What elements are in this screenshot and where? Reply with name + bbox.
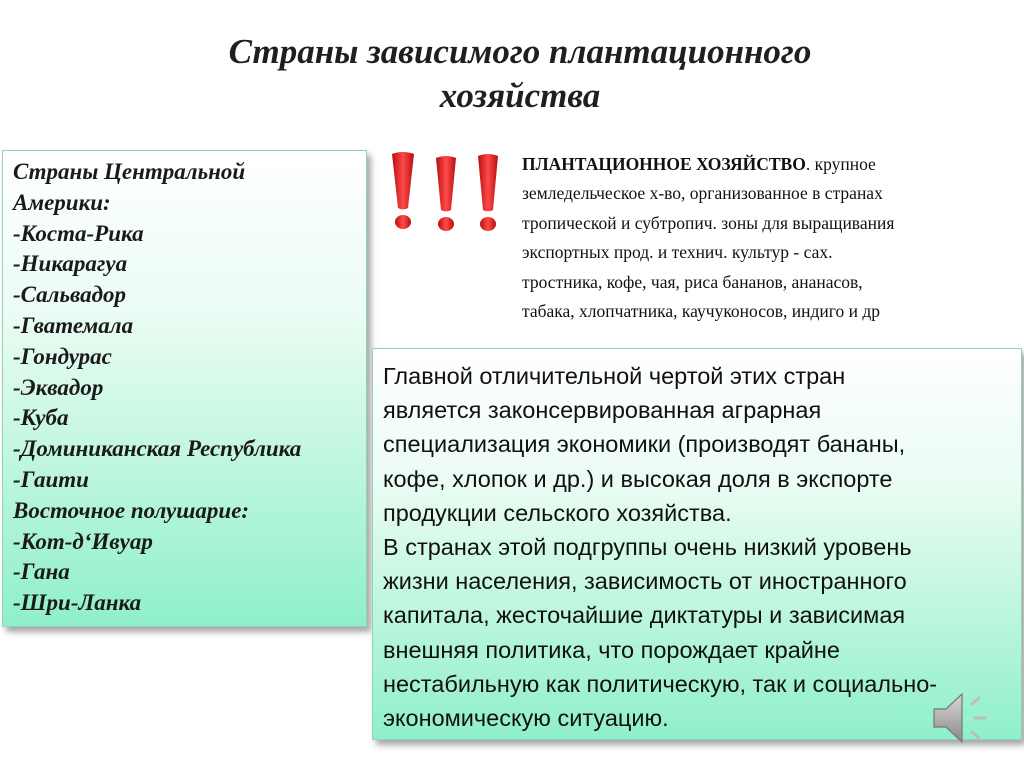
countries-line: Страны Центральной xyxy=(13,159,246,184)
countries-line: -Коста-Рика xyxy=(13,220,144,246)
characteristics-line: продукции сельского хозяйства. xyxy=(383,499,732,526)
countries-line: -Гондурас xyxy=(13,343,112,369)
definition-text xyxy=(522,150,1022,326)
characteristics-line: нестабильную как политическую, так и социально- xyxy=(383,670,938,697)
countries-line: -Никарагуа xyxy=(13,251,128,277)
countries-line: -Доминиканская Республика xyxy=(13,436,302,462)
countries-line: -Кот-д‘Ивуар xyxy=(13,528,153,554)
characteristics-line: кофе, хлопок и др.) и высокая доля в экспорте xyxy=(383,465,893,492)
title-line-2: хозяйства xyxy=(439,76,601,115)
definition-first-line-rest: . крупное xyxy=(805,154,876,174)
definition-line: табака, хлопчатника, каучуконосов, индиго и др xyxy=(522,301,881,322)
exclamation-marks-icon xyxy=(384,148,504,238)
characteristics-line: В странах этой подгруппы очень низкий уровень xyxy=(383,534,912,561)
countries-line: -Сальвадор xyxy=(13,282,127,308)
characteristics-line: является законсервированная аграрная xyxy=(383,397,822,424)
definition-line: тростника, кофе, чая, риса бананов, ананасов, xyxy=(522,271,863,292)
definition-term: ПЛАНТАЦИОННОЕ ХОЗЯЙСТВО xyxy=(522,154,806,174)
characteristics-box xyxy=(372,348,1022,740)
countries-line: -Гана xyxy=(13,559,70,585)
definition-first-line xyxy=(522,150,1022,179)
definition-line: тропической и субтропич. зоны для выращивания xyxy=(522,212,895,233)
title-line-1: Страны зависимого плантационного xyxy=(228,32,812,71)
characteristics-line: экономическую ситуацию. xyxy=(383,705,669,732)
countries-line: -Гаити xyxy=(13,466,89,492)
speaker-icon[interactable] xyxy=(928,682,1000,754)
definition-line: земледельческое х-во, организованное в странах xyxy=(522,183,883,204)
countries-line: Америки: xyxy=(13,189,111,215)
definition-line: экспортных прод. и технич. культур - сах. xyxy=(522,242,833,263)
countries-line: -Эквадор xyxy=(13,374,104,400)
slide-title xyxy=(150,30,890,118)
countries-line: -Куба xyxy=(13,405,69,431)
countries-line: -Шри-Ланка xyxy=(13,590,142,616)
characteristics-line: внешняя политика, что порождает крайне xyxy=(383,636,840,663)
characteristics-line: капитала, жесточайшие диктатуры и зависимая xyxy=(383,602,906,629)
characteristics-line: специализация экономики (производят бананы, xyxy=(383,431,906,458)
countries-line: -Гватемала xyxy=(13,312,134,338)
countries-list-box xyxy=(2,150,367,627)
countries-line: Восточное полушарие: xyxy=(13,497,250,523)
characteristics-line: Главной отличительной чертой этих стран xyxy=(383,363,846,389)
characteristics-line: жизни населения, зависимость от иностранного xyxy=(383,568,907,595)
